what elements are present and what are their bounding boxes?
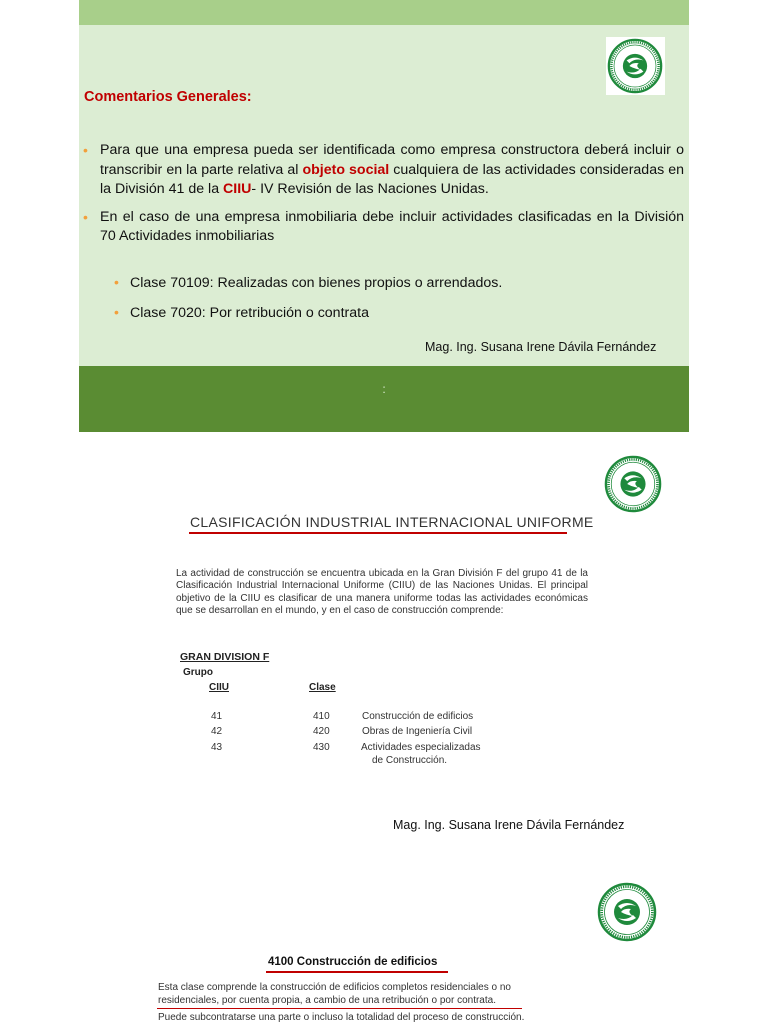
grupo-label: Grupo	[183, 667, 213, 678]
author-name: Mag. Ing. Susana Irene Dávila Fernández	[425, 340, 657, 354]
ciiu-cell: 41	[211, 711, 223, 722]
author-name: Mag. Ing. Susana Irene Dávila Fernández	[393, 818, 625, 832]
clase-cell: 430	[313, 742, 330, 753]
highlight-objeto-social: objeto social	[302, 161, 390, 178]
body-line: Esta clase comprende la construcción de edificios completos residenciales o no	[158, 982, 511, 993]
bullet-text: Para que una empresa pueda ser identificada como empresa constructora deberá incluir o transcribir en la parte relativa al objeto social cualquiera de las actividades consideradas en la División 41 de la CIIU- IV Revisión de las Naciones Unidas.	[100, 142, 684, 197]
highlight-ciiu: CIIU	[223, 181, 252, 197]
ciiu-cell: 42	[211, 726, 223, 737]
bullet-icon: •	[114, 274, 119, 290]
description-cell: Construcción de edificios	[362, 711, 474, 722]
bullet-icon: •	[83, 208, 88, 225]
footer-mark: :	[382, 382, 386, 396]
bottom-bar	[79, 366, 689, 432]
description-cell: Obras de Ingeniería Civil	[362, 726, 473, 737]
logo-frame	[606, 37, 665, 95]
seal-logo-icon	[604, 455, 662, 513]
body-line: Puede subcontratarse una parte o incluso la totalidad del proceso de construcción.	[158, 1012, 525, 1023]
bullet-icon: •	[114, 303, 119, 320]
title-underline	[266, 971, 448, 973]
clase-cell: 420	[313, 726, 330, 737]
gran-division-label: GRAN DIVISION F	[180, 651, 270, 663]
description-cell: Actividades especializadas	[361, 742, 481, 753]
body-line: residenciales, por cuenta propia, a cambio de una retribución o por contrata.	[158, 995, 496, 1006]
ciiu-cell: 43	[211, 742, 223, 753]
clase-cell: 410	[313, 711, 330, 722]
sub-bullet-text: Clase 70109: Realizadas con bienes propios o arrendados.	[130, 275, 503, 291]
description-cell-continued: de Construcción.	[372, 755, 448, 766]
slide-title: 4100 Construcción de edificios	[268, 956, 438, 968]
bullet-icon: •	[83, 142, 88, 158]
sub-bullet-text: Clase 7020: Por retribución o contrata	[130, 304, 369, 321]
seal-logo-icon	[597, 882, 657, 942]
section-heading: Comentarios Generales:	[84, 89, 252, 105]
bullet-text: En el caso de una empresa inmobiliaria debe incluir actividades clasificadas en la División 70 Actividades inmobiliarias	[100, 208, 684, 244]
slide-1	[79, 0, 689, 432]
list-item	[114, 303, 670, 324]
title-underline	[189, 532, 567, 534]
seal-logo-icon	[607, 38, 663, 94]
list-item	[83, 208, 684, 247]
intro-paragraph: La actividad de construcción se encuentra ubicada en la Gran División F del grupo 41 de la Clasificación Industrial Internacional Uniforme (CIIU) de las Naciones Unidas. El principal objetivo de la CIIU es clasificar de una manera uniforme todas las actividades económicas que se desarrollan en el mundo, y en el caso de construcción comprende:	[176, 568, 588, 616]
slide-title: CLASIFICACIÓN INDUSTRIAL INTERNACIONAL UNIFORME	[190, 514, 594, 530]
list-item	[114, 274, 670, 294]
top-bar	[79, 0, 689, 25]
column-header-clase: Clase	[309, 682, 336, 693]
bullet-list	[83, 141, 684, 247]
line-underline	[157, 1008, 522, 1009]
list-item	[83, 141, 684, 200]
column-header-ciiu: CIIU	[209, 682, 229, 693]
sub-bullet-list	[114, 274, 670, 323]
